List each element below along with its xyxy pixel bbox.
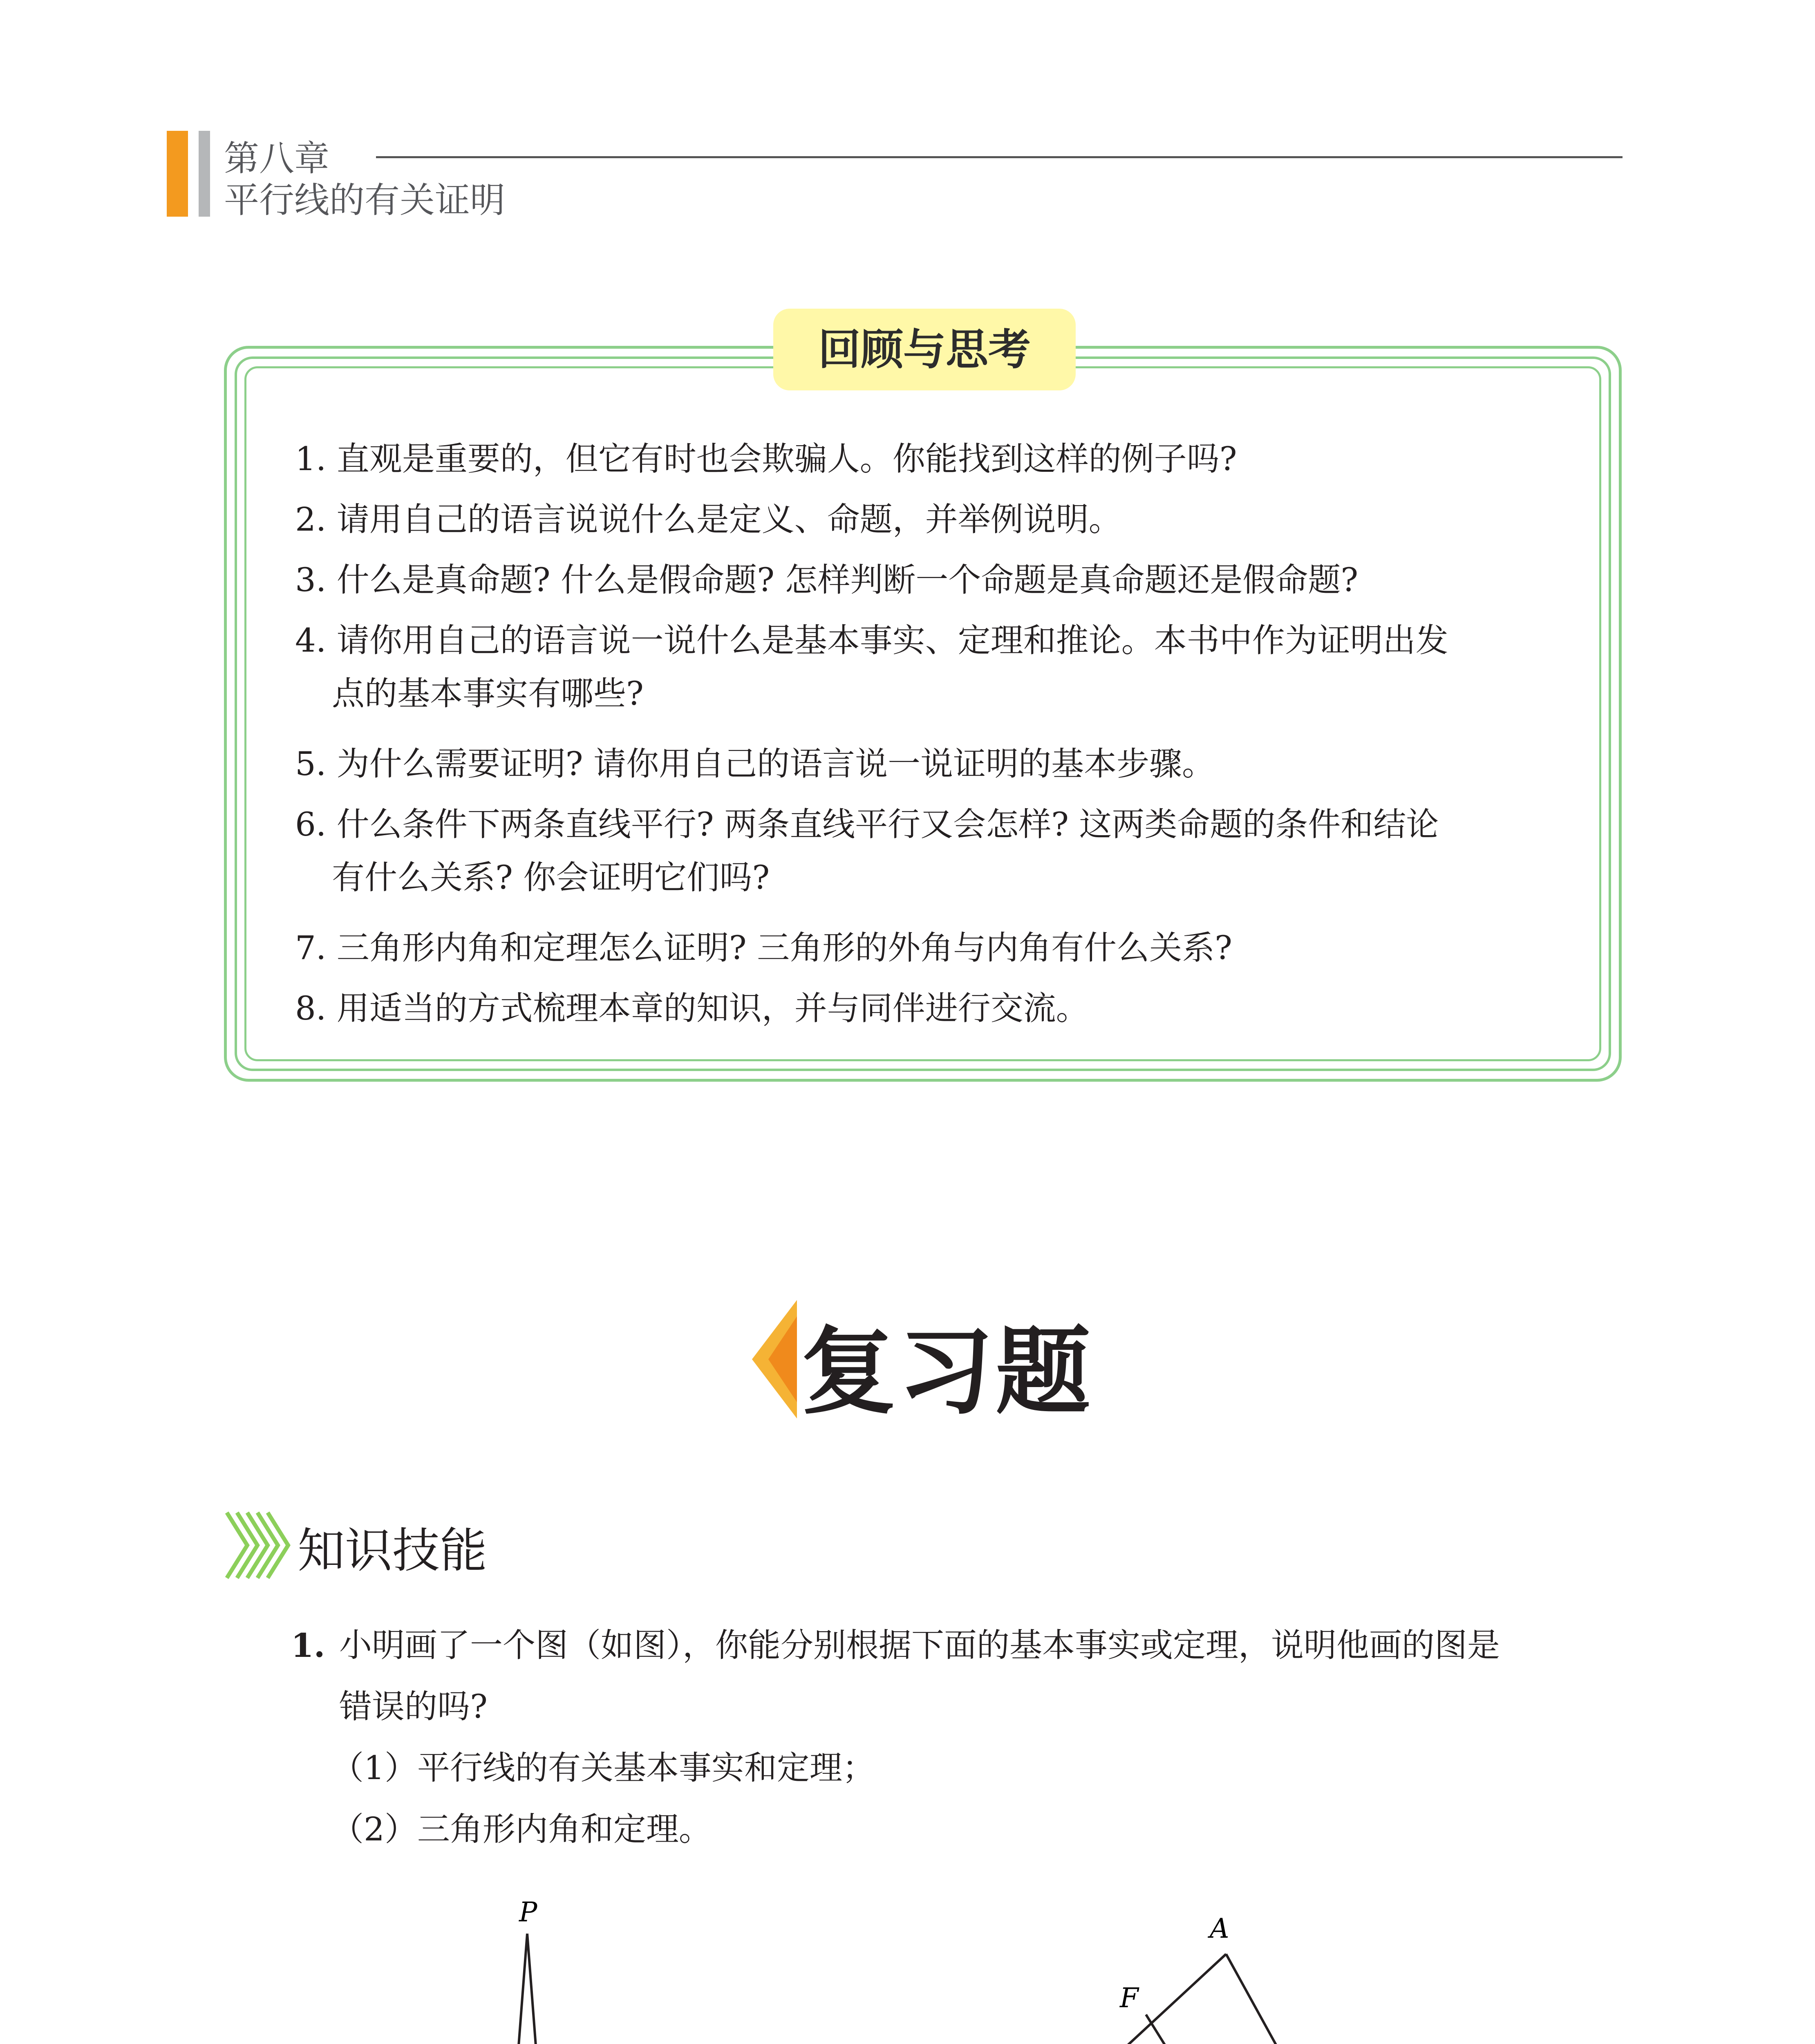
chapter-number: 第八章 xyxy=(224,138,329,179)
segment-DF xyxy=(1146,2015,1229,2044)
label-F: F xyxy=(1120,1982,1139,2014)
chevron-stripes-icon xyxy=(223,1508,292,1582)
section-heading-skills: 知识技能 xyxy=(298,1523,487,1578)
review-title: 回顾与思考 xyxy=(818,325,1031,374)
problem-1-sub-1: （1）平行线的有关基本事实和定理； xyxy=(331,1749,875,1787)
figure-2 xyxy=(973,1905,1422,2044)
segment-AC xyxy=(1226,1954,1332,2044)
review-question-5: 5. 为什么需要证明? 请你用自己的语言说一说证明的基本步骤。 xyxy=(295,745,1215,783)
label-P: P xyxy=(519,1896,537,1928)
chapter-accent-bar-gray xyxy=(199,131,210,217)
problem-1-sub-2: （2）三角形内角和定理。 xyxy=(331,1810,712,1848)
review-question-4: 4. 请你用自己的语言说一说什么是基本事实、定理和推论。本书中作为证明出发 点的基本事实有哪些? xyxy=(295,621,1448,713)
segment-PA xyxy=(511,1934,527,2044)
review-question-3: 3. 什么是真命题? 什么是假命题? 怎样判断一个命题是真命题还是假命题? xyxy=(295,561,1358,599)
chapter-title: 平行线的有关证明 xyxy=(224,180,505,221)
problem-1-number: 1. xyxy=(291,1626,325,1665)
review-question-6: 6. 什么条件下两条直线平行? 两条直线平行又会怎样? 这两类命题的条件和结论 有什么关系? 你会证明它们吗? xyxy=(295,805,1439,896)
segment-PB xyxy=(527,1934,544,2044)
label-A: A xyxy=(1210,1913,1229,1944)
review-question-2: 2. 请用自己的语言说说什么是定义、命题，并举例说明。 xyxy=(295,500,1121,538)
review-question-7: 7. 三角形内角和定理怎么证明? 三角形的外角与内角有什么关系? xyxy=(295,929,1232,967)
header-rule xyxy=(376,156,1623,158)
problem-1-text-cont: 错误的吗? xyxy=(339,1688,488,1726)
chapter-accent-bar xyxy=(167,131,188,217)
problem-1-text: 小明画了一个图（如图），你能分别根据下面的基本事实或定理，说明他画的图是 xyxy=(339,1626,1500,1664)
review-question-1: 1. 直观是重要的，但它有时也会欺骗人。你能找到这样的例子吗? xyxy=(295,440,1237,478)
review-exercises-heading: 复习题 xyxy=(801,1316,1093,1427)
heading-arrow-icon xyxy=(752,1300,797,1419)
figure-1 xyxy=(409,1889,817,2044)
review-question-8: 8. 用适当的方式梳理本章的知识，并与同伴进行交流。 xyxy=(295,989,1089,1027)
